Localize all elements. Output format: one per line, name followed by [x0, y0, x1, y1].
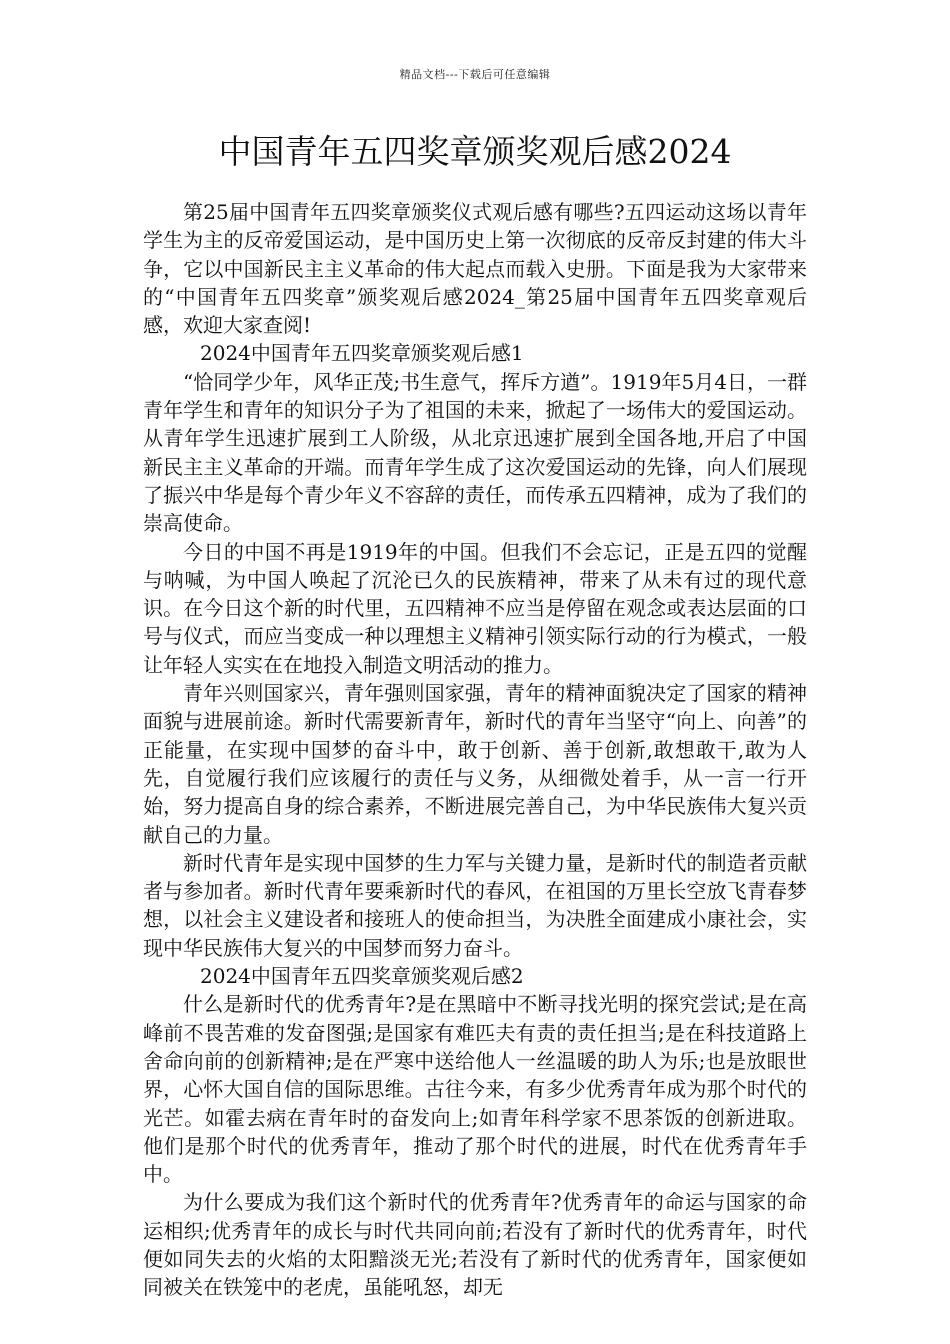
section-heading: 2024中国青年五四奖章颁奖观后感2	[200, 964, 524, 989]
paragraph: 青年兴则国家兴，青年强则国家强，青年的精神面貌决定了国家的精神面貌与进展前途。新时代需要新青年，新时代的青年当坚守“向上、向善”的正能量，在实现中国梦的奋斗中，敢于创新、善于创新,敢想敢干,敢为人先，自觉履行我们应该履行的责任与义务，从细微处着手，从一言一行开始，努力提高自身的综合素养，不断进展完善自己，为中华民族伟大复兴贡献自己的力量。	[143, 681, 807, 847]
paragraph: 什么是新时代的优秀青年?是在黑暗中不断寻找光明的探究尝试;是在高峰前不畏苦难的发奋图强;是国家有难匹夫有责的责任担当;是在科技道路上舍命向前的创新精神;是在严寒中送给他人一丝温暖的助人为乐;也是放眼世界，心怀大国自信的国际思维。古往今来，有多少优秀青年成为那个时代的光芒。如霍去病在青年时的奋发向上;如青年科学家不思茶饭的创新进取。他们是那个时代的优秀青年，推动了那个时代的进展，时代在优秀青年手中。	[143, 992, 807, 1187]
paragraph: “恰同学少年，风华正茂;书生意气，挥斥方遒”。1919年5月4日，一群青年学生和青年的知识分子为了祖国的未来，掀起了一场伟大的爱国运动。从青年学生迅速扩展到工人阶级，从北京迅速扩展到全国各地,开启了中国新民主主义革命的开端。而青年学生成了这次爱国运动的先锋，向人们展现了振兴中华是每个青少年义不容辞的责任，而传承五四精神，成为了我们的崇高使命。	[143, 369, 807, 536]
paragraph: 今日的中国不再是1919年的中国。但我们不会忘记，正是五四的觉醒与呐喊，为中国人唤起了沉沦已久的民族精神，带来了从未有过的现代意识。在今日这个新的时代里，五四精神不应当是停留在观念或表达层面的口号与仪式，而应当变成一种以理想主义精神引领实际行动的行为模式，一般让年轻人实实在在地投入制造文明活动的推力。	[143, 539, 807, 677]
page-header-note: 精品文档---下载后可任意编辑	[399, 68, 551, 81]
document-body	[143, 198, 807, 1302]
paragraph: 新时代青年是实现中国梦的生力军与关键力量，是新时代的制造者贡献者与参加者。新时代青年要乘新时代的春风，在祖国的万里长空放飞青春梦想，以社会主义建设者和接班人的使命担当，为决胜全面建成小康社会，实现中华民族伟大复兴的中国梦而努力奋斗。	[143, 850, 807, 960]
paragraph: 为什么要成为我们这个新时代的优秀青年?优秀青年的命运与国家的命运相织;优秀青年的成长与时代共同向前;若没有了新时代的优秀青年，时代便如同失去的火焰的太阳黯淡无光;若没有了新时代的优秀青年，国家便如同被关在铁笼中的老虎，虽能吼怒，却无	[143, 1190, 807, 1300]
section-heading: 2024中国青年五四奖章颁奖观后感1	[200, 341, 524, 366]
document-title: 中国青年五四奖章颁奖观后感2024	[218, 132, 732, 171]
paragraph: 第25届中国青年五四奖章颁奖仪式观后感有哪些?五四运动这场以青年学生为主的反帝爱国运动，是中国历史上第一次彻底的反帝反封建的伟大斗争，它以中国新民主主义革命的伟大起点而载入史册。下面是我为大家带来的“中国青年五四奖章”颁奖观后感2024_第25届中国青年五四奖章观后感，欢迎大家查阅!	[143, 200, 807, 338]
